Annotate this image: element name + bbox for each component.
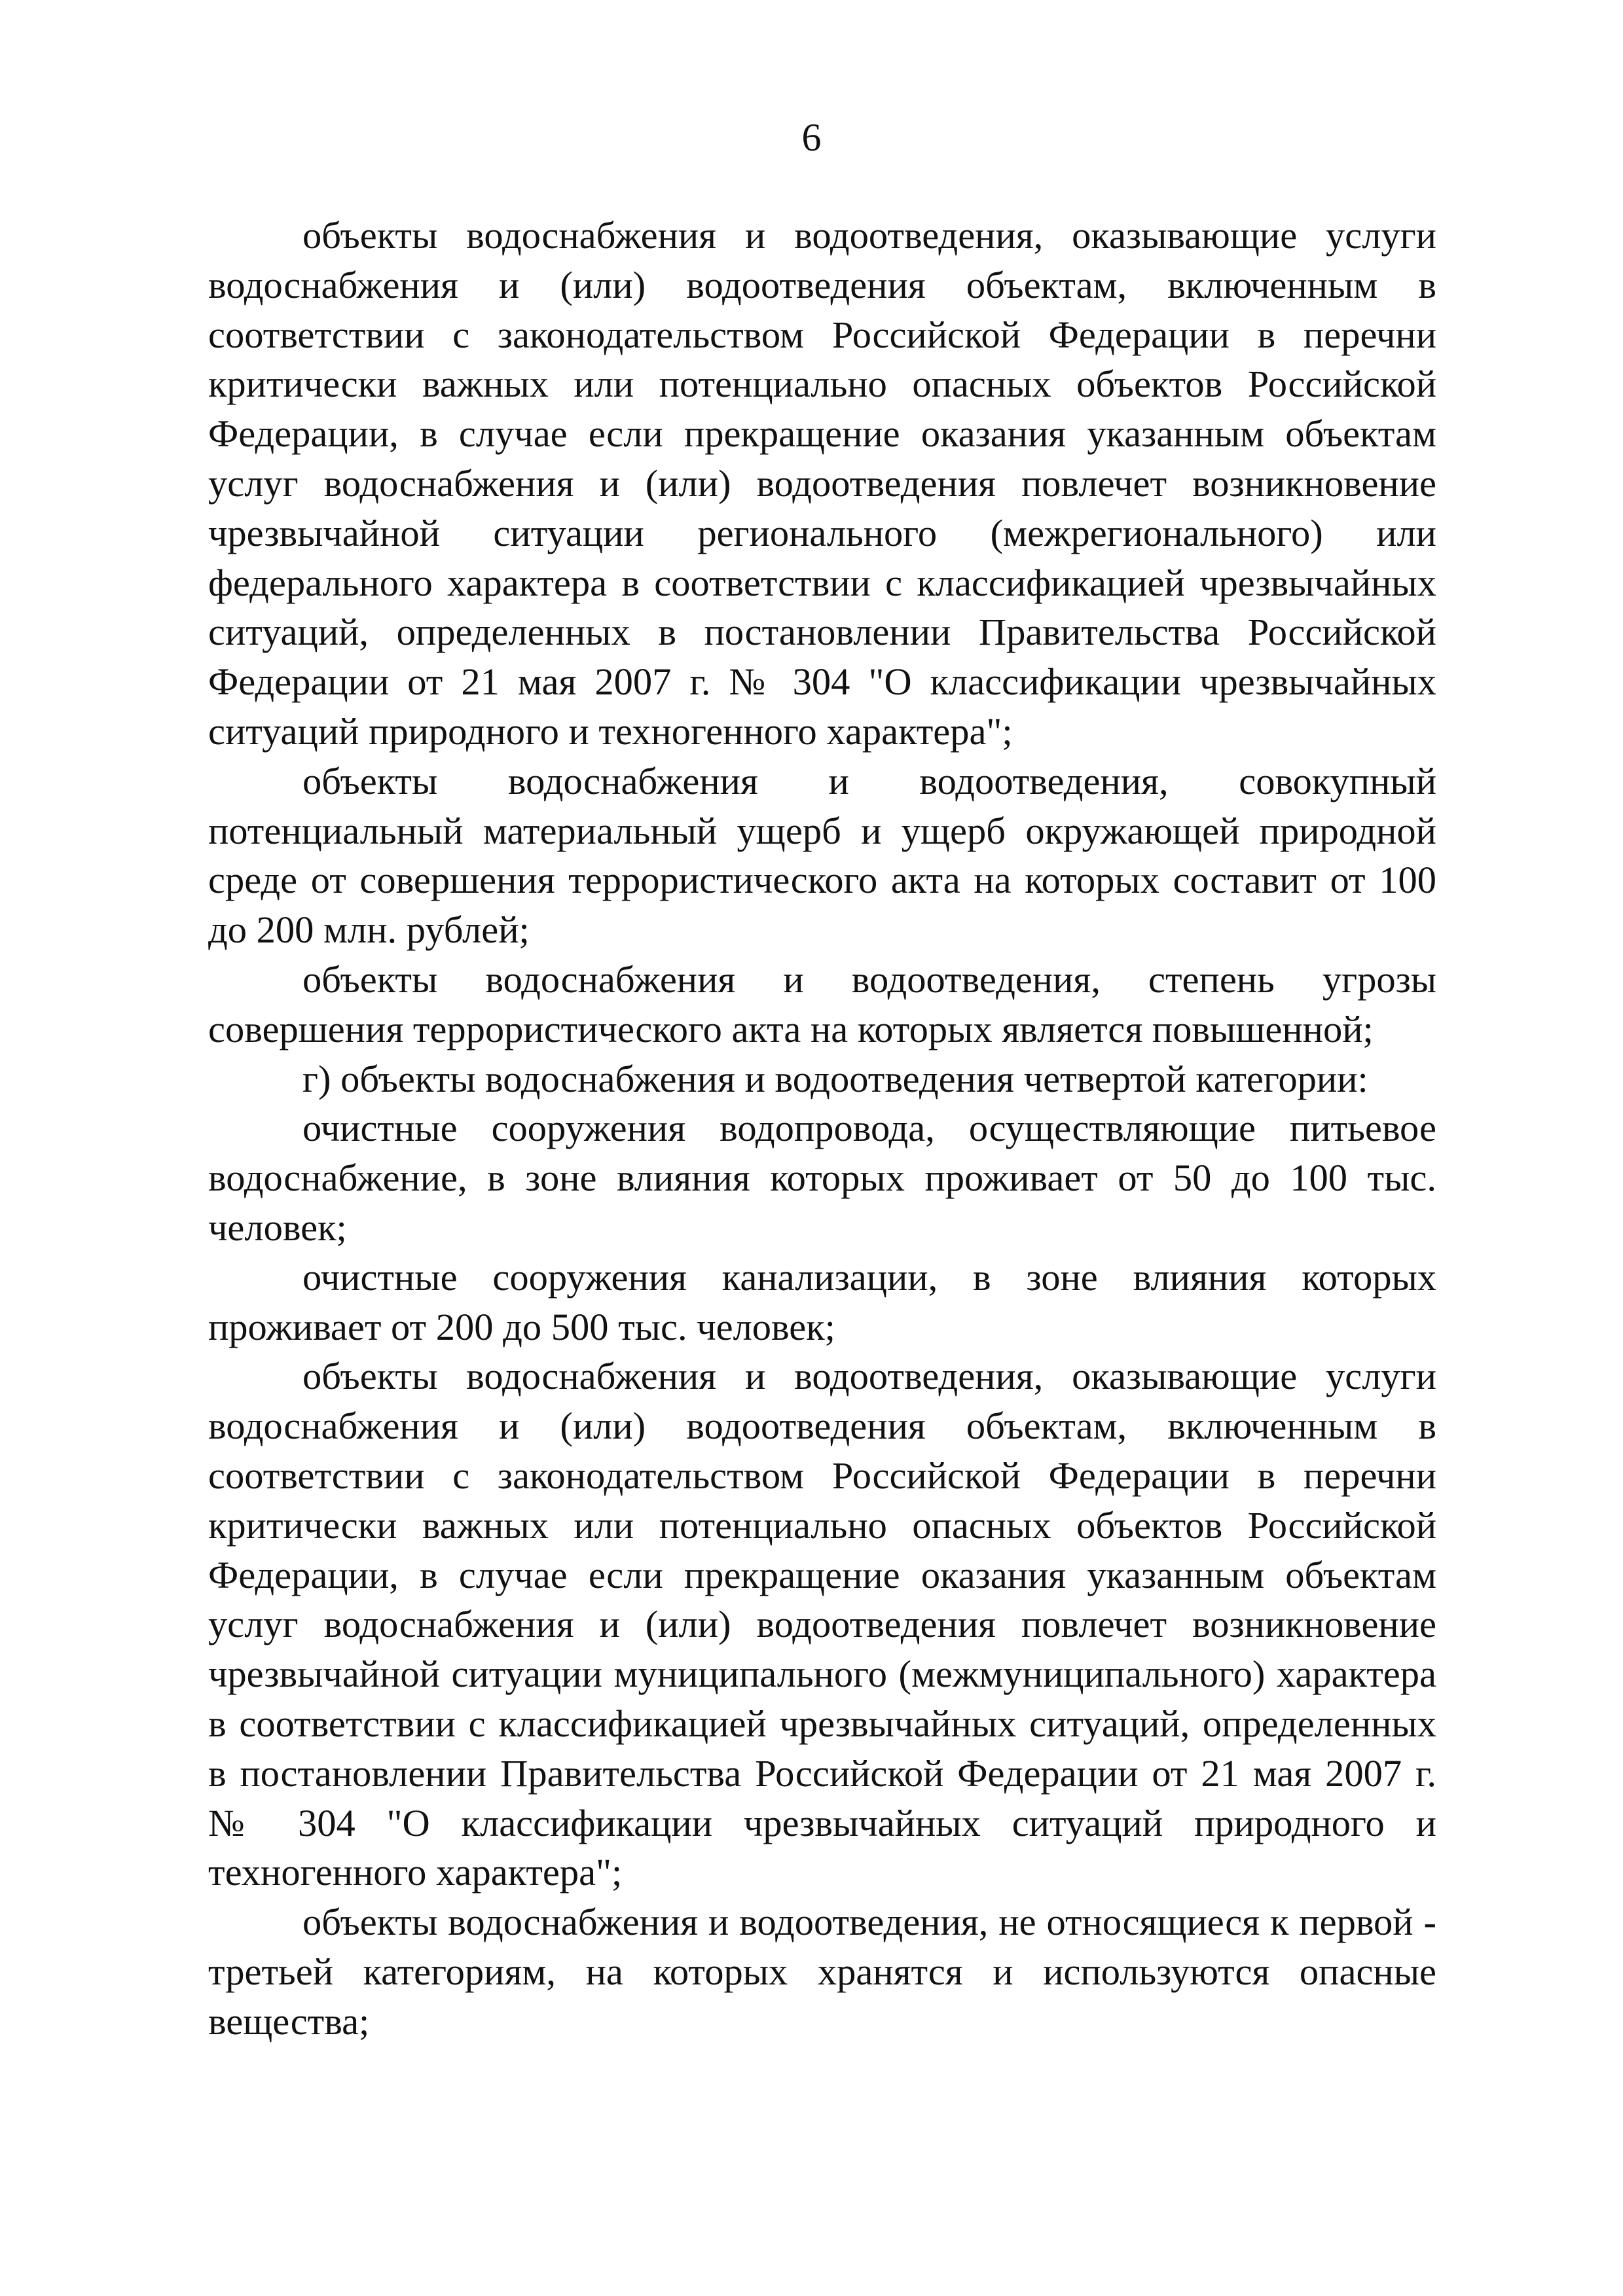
- paragraph-sewage-treatment: очистные сооружения канализации, в зоне влияния которых проживает от 200 до 500 тыс. человек;: [208, 1255, 1436, 1348]
- paragraph-critical-municipal: объекты водоснабжения и водоотведения, оказывающие услуги водоснабжения и (или) водоотведения объектам, включенным в соответствии с законодательством Российской Федерации в перечни критически важных или потенциально опасных объектов Российской Федерации, в случае если прекращение оказания указанным объектам услуг водоснабжения и (или) водоотведения повлечет возникновение чрезвычайной ситуации муниципального (межмуниципального) характера в соответствии с классификацией чрезвычайных ситуаций, определенных в постановлении Правительства Российской Федерации от 21 мая 2007 г. № 304 "О классификации чрезвычайных ситуаций природного и техногенного характера";: [208, 1355, 1436, 1894]
- paragraph-hazardous-substances: объекты водоснабжения и водоотведения, не относящиеся к первой - третьей категориям, на которых хранятся и используются опасные вещества;: [208, 1901, 1436, 2043]
- paragraph-threat-elevated: объекты водоснабжения и водоотведения, степень угрозы совершения террористического акта на которых является повышенной;: [208, 958, 1436, 1050]
- paragraph-fourth-category-heading: г) объекты водоснабжения и водоотведения четвертой категории:: [302, 1057, 1368, 1100]
- paragraph-critical-regional: объекты водоснабжения и водоотведения, оказывающие услуги водоснабжения и (или) водоотведения объектам, включенным в соответствии с законодательством Российской Федерации в перечни критически важных или потенциально опасных объектов Российской Федерации, в случае если прекращение оказания указанным объектам услуг водоснабжения и (или) водоотведения повлечет возникновение чрезвычайной ситуации регионального (межрегионального) или федерального характера в соответствии с классификацией чрезвычайных ситуаций, определенных в постановлении Правительства Российской Федерации от 21 мая 2007 г. № 304 "О классификации чрезвычайных ситуаций природного и техногенного характера";: [208, 214, 1436, 753]
- document-body: [208, 211, 1436, 2046]
- paragraph-water-treatment: очистные сооружения водопровода, осуществляющие питьевое водоснабжение, в зоне влияния которых проживает от 50 до 100 тыс. человек;: [208, 1107, 1436, 1249]
- page-number: 6: [801, 116, 822, 159]
- paragraph-damage-100-200: объекты водоснабжения и водоотведения, совокупный потенциальный материальный ущерб и ущерб окружающей природной среде от совершения террористического акта на которых составит от 100 до 200 млн. рублей;: [208, 759, 1436, 952]
